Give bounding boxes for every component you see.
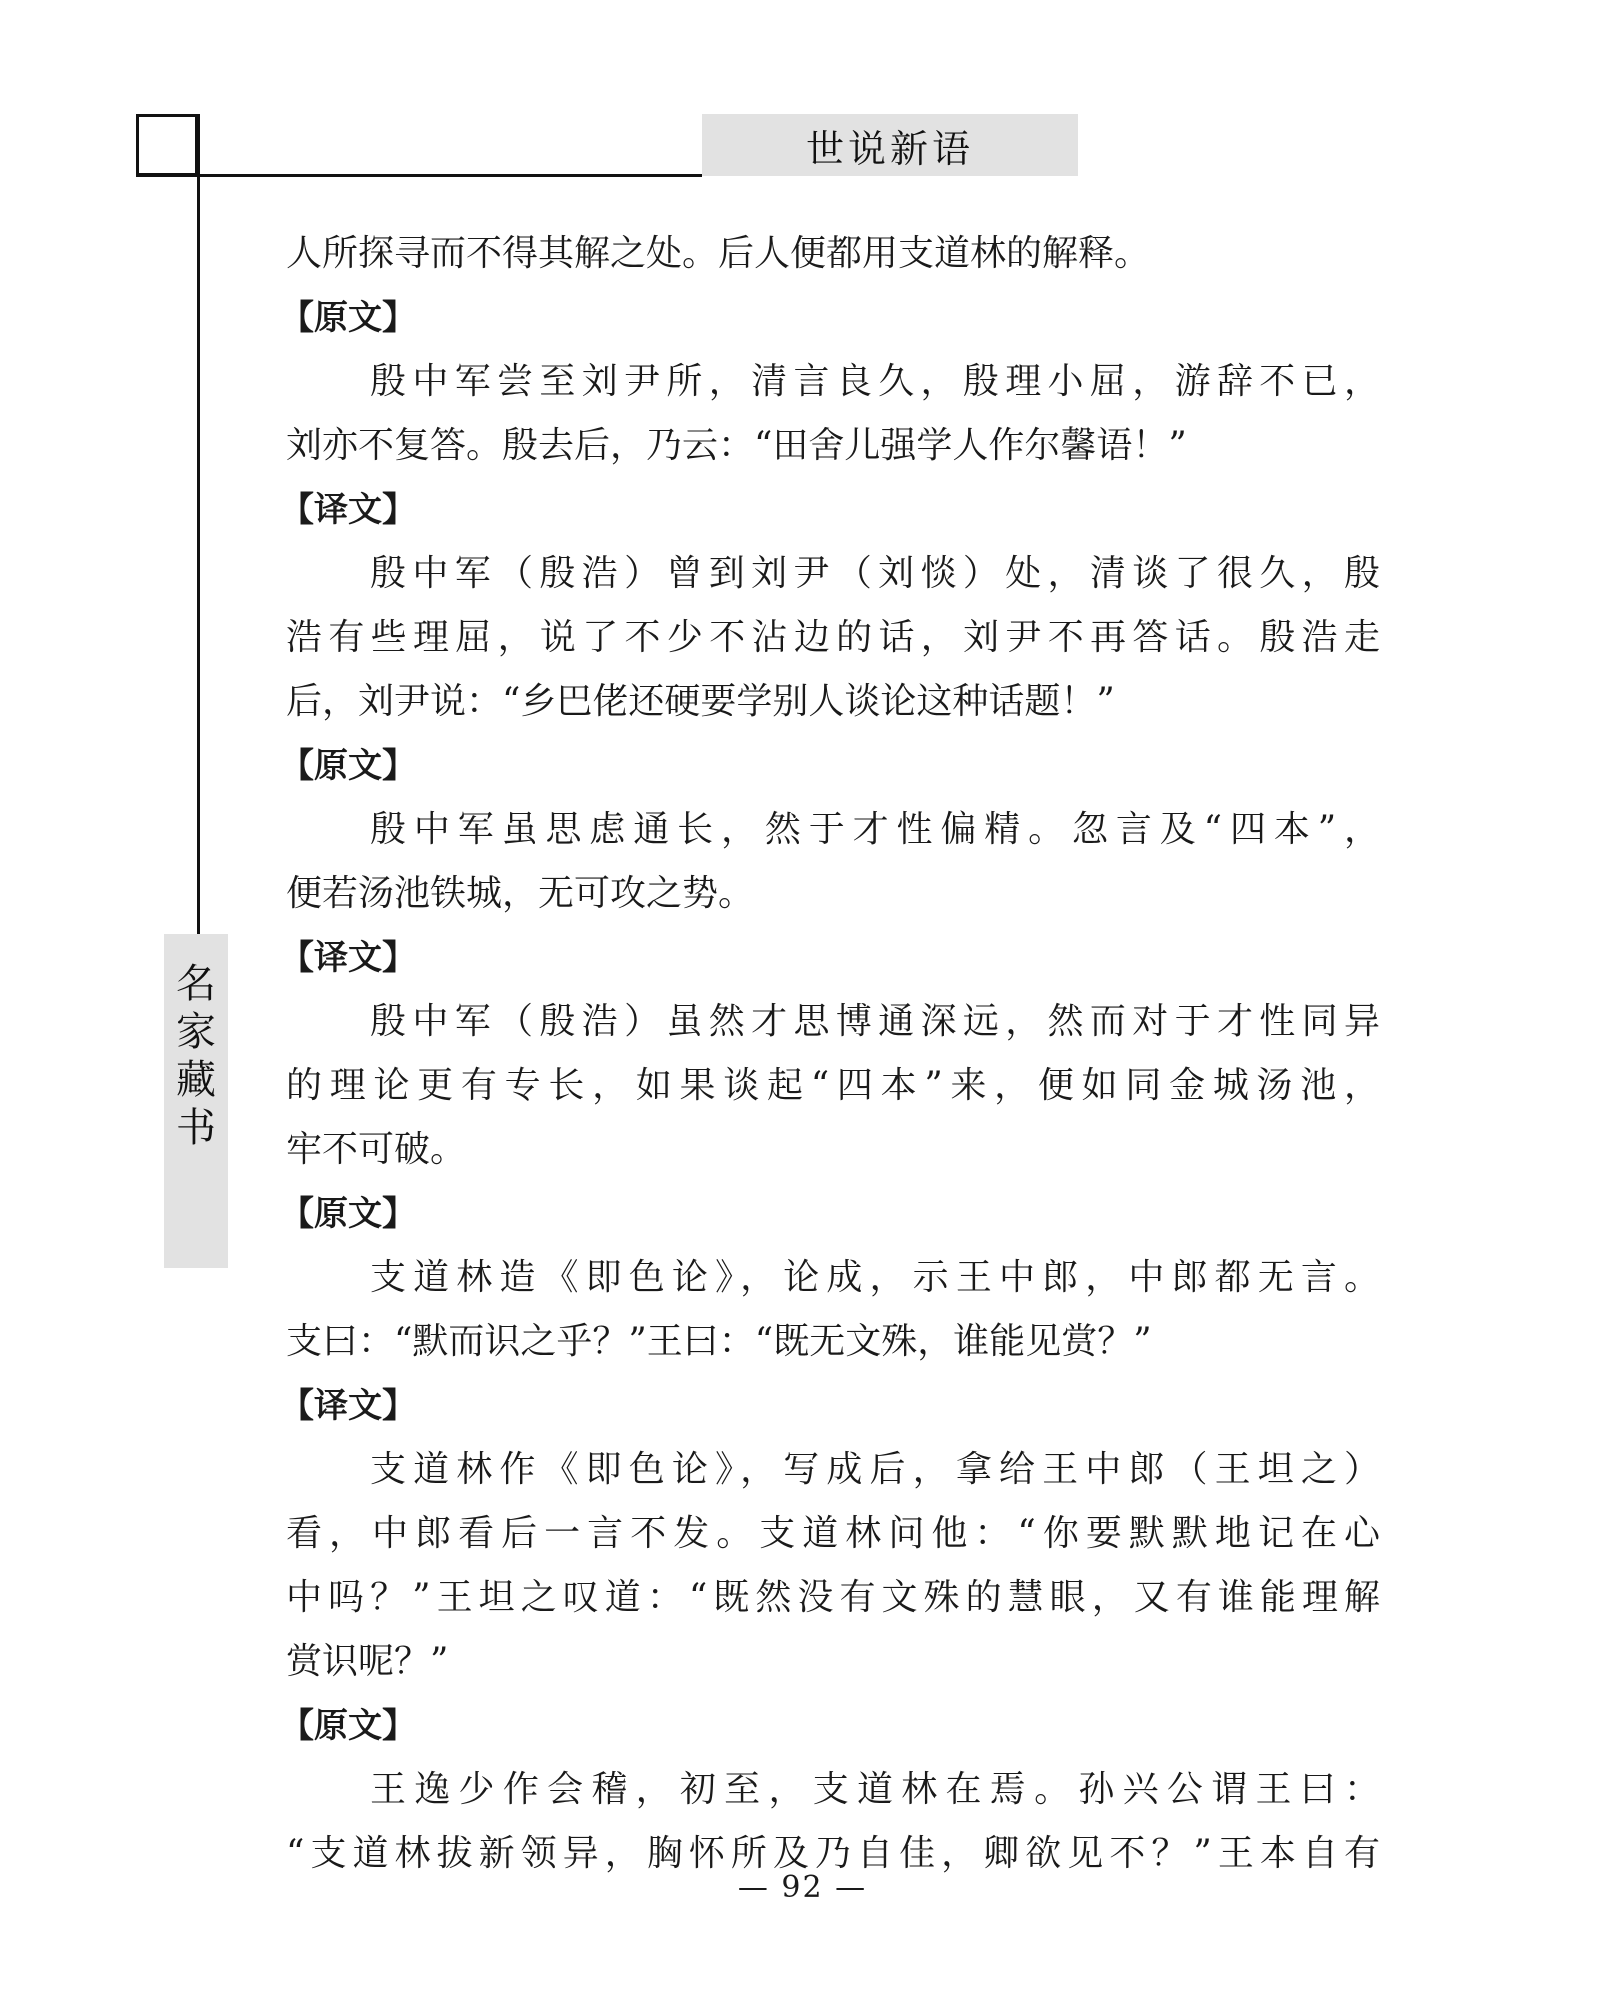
text-line: 支道林造《即色论》，论成，示王中郎，中郎都无言。 [370,1257,1380,1298]
section-heading-translation: 【译文】 [280,1386,416,1426]
text-line: 殷中军尝至刘尹所，清言良久，殷理小屈，游辞不已， [370,361,1380,402]
section-heading-original: 【原文】 [280,1194,416,1234]
section-heading-original: 【原文】 [280,298,416,338]
side-tab-char: 藏 [176,1057,216,1103]
text-line: 殷中军（殷浩）曾到刘尹（刘惔）处，清谈了很久，殷 [370,553,1380,594]
side-tab-char: 书 [176,1105,216,1151]
section-heading-original: 【原文】 [280,1706,416,1746]
text-line: “支道林拔新领异，胸怀所及乃自佳，卿欲见不？”王本自有 [286,1833,1380,1874]
header-rule [136,174,702,177]
text-line: 看，中郎看后一言不发。支道林问他：“你要默默地记在心 [286,1513,1380,1554]
page-number: — 92 — [737,1870,868,1905]
text-line: 牢不可破。 [286,1129,467,1170]
section-heading-translation: 【译文】 [280,938,416,978]
running-header [702,114,1078,176]
text-line: 浩有些理屈，说了不少不沾边的话，刘尹不再答话。殷浩走 [286,617,1380,658]
book-title: 世说新语 [805,126,974,171]
text-line: 支曰：“默而识之乎？”王曰：“既无文殊，谁能见赏？” [286,1321,1152,1362]
text-line: 人所探寻而不得其解之处。后人便都用支道林的解释。 [286,233,1151,274]
text-line: 殷中军虽思虑通长，然于才性偏精。忽言及“四本”， [370,809,1380,850]
text-line: 的理论更有专长，如果谈起“四本”来，便如同金城汤池， [286,1065,1380,1106]
text-line: 便若汤池铁城，无可攻之势。 [286,873,755,914]
text-line: 支道林作《即色论》，写成后，拿给王中郎（王坦之） [370,1449,1380,1490]
text-line: 赏识呢？” [286,1641,449,1682]
section-heading-original: 【原文】 [280,746,416,786]
side-tab-char: 名 [176,961,216,1007]
margin-spine-line [197,114,200,936]
side-tab-char: 家 [176,1009,216,1055]
section-heading-translation: 【译文】 [280,490,416,530]
side-tab-series-label [164,934,228,1268]
text-line: 后，刘尹说：“乡巴佬还硬要学别人谈论这种话题！” [286,681,1115,722]
page-body [280,222,1380,1886]
text-line: 中吗？”王坦之叹道：“既然没有文殊的慧眼，又有谁能理解 [286,1577,1380,1618]
text-line: 殷中军（殷浩）虽然才思博通深远，然而对于才性同异 [370,1001,1380,1042]
text-line: 刘亦不复答。殷去后，乃云：“田舍儿强学人作尔馨语！” [286,425,1187,466]
text-line: 王逸少作会稽，初至，支道林在焉。孙兴公谓王曰： [370,1769,1380,1810]
header-corner-box [136,114,198,176]
